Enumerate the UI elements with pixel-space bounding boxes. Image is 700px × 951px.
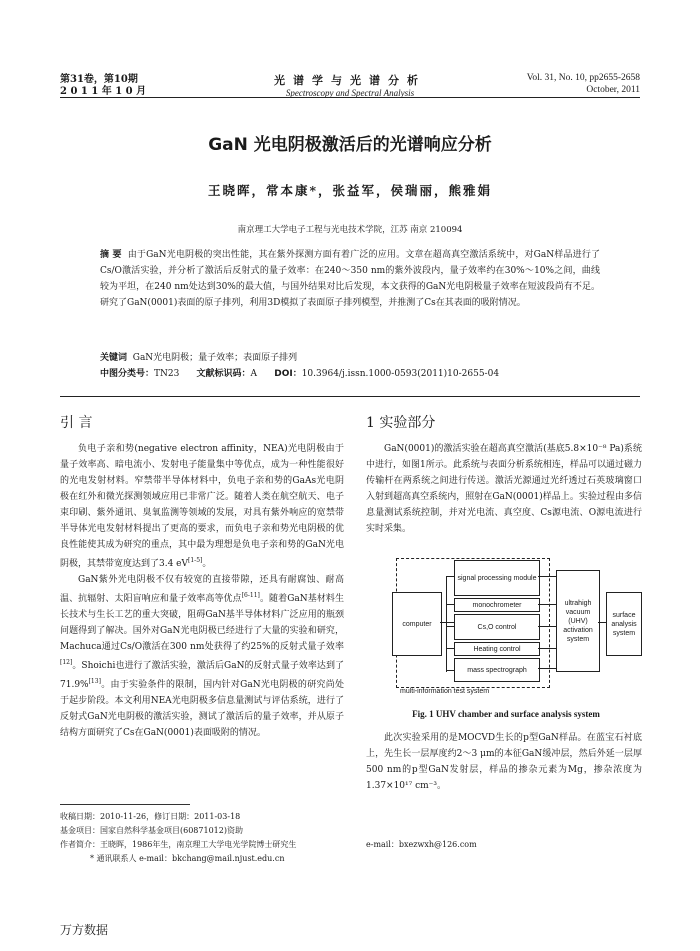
footnotes <box>60 810 640 866</box>
doc-code-label: 文献标识码： <box>196 369 251 379</box>
keywords-label: 关键词 <box>100 353 128 363</box>
doi-label: DOI： <box>274 369 302 379</box>
heating-control-box: Heating control <box>454 642 540 656</box>
figure-1-diagram <box>370 552 642 702</box>
doi-value: 10.3964/j.issn.1000-0593(2011)10-2655-04 <box>301 369 500 379</box>
section-rule <box>60 396 640 397</box>
citation: [1-5] <box>188 557 203 564</box>
citation: [6-11] <box>241 592 260 599</box>
connector-line <box>446 648 454 649</box>
paper-title: GaN 光电阴极激活后的光谱响应分析 <box>208 135 492 155</box>
connector-line <box>598 622 606 623</box>
connector-line <box>446 626 454 627</box>
connector-line <box>446 604 454 605</box>
journal-volume-en <box>527 72 640 96</box>
connector-line <box>538 576 556 577</box>
corresponding-author: * 通讯联系人 e-mail：bkchang@mail.njust.edu.cn <box>90 854 285 863</box>
citation: [12] <box>60 659 73 666</box>
keywords-text: GaN光电阴极；量子效率；表面原子排列 <box>132 353 298 363</box>
abstract-label: 摘 要 <box>100 250 122 260</box>
section1-heading: 1 实验部分 <box>366 415 436 431</box>
figure-1-caption: Fig. 1 UHV chamber and surface analysis system <box>412 709 600 719</box>
author-list: 王晓晖，常本康*，张益军，侯瑞丽，熊雅娟 <box>207 183 493 198</box>
clc-label: 中图分类号： <box>100 369 155 379</box>
abstract <box>100 247 600 311</box>
header-rule <box>60 97 640 98</box>
intro-paragraph-2: GaN紫外光电阴极不仅有较宽的直接带隙，还具有耐腐蚀、耐高温、抗辐射、太阳盲响应和量子效率高等优点[6-11]。随着GaN基材料生长技术与生长工艺的重大突破，阻碍GaN基半导体材料广泛应用的瓶颈问题得到了解决。国外对GaN光电阴极已经进行了大量的实验和研究，Machuca通过Cs/O激活在300 nm处获得了约25%的反射式量子效率[12]。Shoichi也进行了激活实验，激活后GaN的反射式量子效率达到了71.9%[13]。由于实验条件的限制，国内针对GaN光电阴极的研究尚处于起步阶段。本文利用NEA光电阴极多信息量测试与评估系统，进行了反射式GaN光电阴极的激活实验，测试了激活后的量子效率，并从原子结构方面研究了Cs在GaN(0001)表面吸附的情况。 <box>60 575 344 738</box>
signal-module-box: signal processing module <box>454 560 540 596</box>
connector-line <box>538 648 556 649</box>
mass-spectrograph-box: mass spectrograph <box>454 658 540 682</box>
section1-paragraph-2: 此次实验采用的是MOCVD生长的p型GaN样品。在蓝宝石衬底上，先生长一层厚度约2～3 μm的本征GaN缓冲层，然后外延一层厚500 nm的p型GaN发射层，样品的掺杂元素为Mg，掺杂浓度为1.37×10¹⁷ cm⁻³。 <box>366 733 642 791</box>
date-en: October, 2011 <box>586 85 640 95</box>
surface-analysis-box: surface analysis system <box>606 592 642 656</box>
connector-line <box>446 576 454 577</box>
connector-line <box>538 604 556 605</box>
volume-pages-en: Vol. 31, No. 10, pp2655-2658 <box>526 73 640 83</box>
monochromator-box: monochrometer <box>454 598 540 612</box>
connector-line <box>440 622 454 623</box>
journal-name <box>220 72 480 98</box>
journal-volume-cn <box>60 74 146 98</box>
footnote-rule <box>60 804 190 805</box>
connector-line <box>538 668 556 669</box>
date-cn: 2 0 1 1 年 1 0 月 <box>60 86 147 97</box>
affiliation: 南京理工大学电子工程与光电技术学院，江苏 南京 210094 <box>237 225 463 235</box>
section1-paragraph-1: GaN(0001)的激活实验在超高真空激活(基底5.8×10⁻⁸ Pa)系统中进行，如图1所示。此系统与表面分析系统相连，样品可以通过磁力传输杆在两系统之间进行传送。激活光源通过光纤透过石英玻璃窗口入射到超高真空系统内，照射在GaN(0001)样品上。实验过程由多信息量测试系统控制，并对光电流、真空度、Cs源电流、O源电流进行实时采集。 <box>366 444 642 534</box>
keywords-block <box>100 350 600 382</box>
intro-body <box>60 441 344 741</box>
abstract-text: 由于GaN光电阴极的突出性能，其在紫外探测方面有着广泛的应用。文章在超高真空激活系统中，对GaN样品进行了Cs/O激活实验，并分析了激活后反射式的量子效率：在240～350 nm的紫外波段内，量子效率约在30%～10%之间，曲线较为平坦，在240 nm处达到30%的最大值，与国外结果对比后发现，本文获得的GaN光电阴极量子效率在短波段尚有不足。研究了GaN(0001)表面的原子排列，利用3D模拟了表面原子排列模型，并推测了Cs在其表面的吸附情况。 <box>100 250 600 308</box>
journal-name-cn: 光谱学与光谱分析 <box>274 74 426 87</box>
received-date: 收稿日期：2010-11-26，修订日期：2011-03-18 <box>60 812 241 821</box>
intro-paragraph-1: 负电子亲和势(negative electron affinity，NEA)光电阴极由于量子效率高、暗电流小、发射电子能量集中等优点，成为一种性能很好的光电发射材料。窄禁带半导体材料中，负电子亲和势的GaAs光电阴极在红外和微光探测领域应用已非常广泛。随着人类在航空航天、电子束印刷、紫外通讯、臭氧监测等领域的发展，对具有紫外响应的宽禁带半导体光电发射材料提出了更高的要求，而负电子亲和势光电阴极的优良性能使其成为研究的重点，其中最为理想是负电子亲和势的GaN光电阴极，其禁带宽度达到了3.4 eV[1-5]。 <box>60 444 344 569</box>
citation: [13] <box>88 678 101 685</box>
journal-name-en: Spectroscopy and Spectral Analysis <box>285 88 415 98</box>
intro-heading: 引 言 <box>60 415 93 431</box>
connector-line <box>538 626 556 627</box>
cs-o-control-box: Cs,O control <box>454 614 540 640</box>
uhv-activation-box: ultrahigh vacuum (UHV) activation system <box>556 570 600 672</box>
doc-code-value: A <box>250 369 258 379</box>
author-bio: 作者简介：王晓晖，1986年生，南京理工大学电光学院博士研究生 e-mail：bxezwxh@126.com <box>60 838 640 852</box>
fund-info: 基金项目：国家自然科学基金项目(60871012)资助 <box>60 826 243 835</box>
connector-line <box>446 576 447 672</box>
clc-value: TN23 <box>154 369 180 379</box>
multi-info-label: multi-information test system <box>400 688 490 695</box>
computer-box: computer <box>392 592 442 656</box>
connector-line <box>446 670 454 671</box>
volume-issue-cn: 第31卷，第10期 <box>60 74 138 85</box>
watermark-text: 万方数据 <box>60 923 109 937</box>
author-email: e-mail：bxezwxh@126.com <box>366 840 477 849</box>
